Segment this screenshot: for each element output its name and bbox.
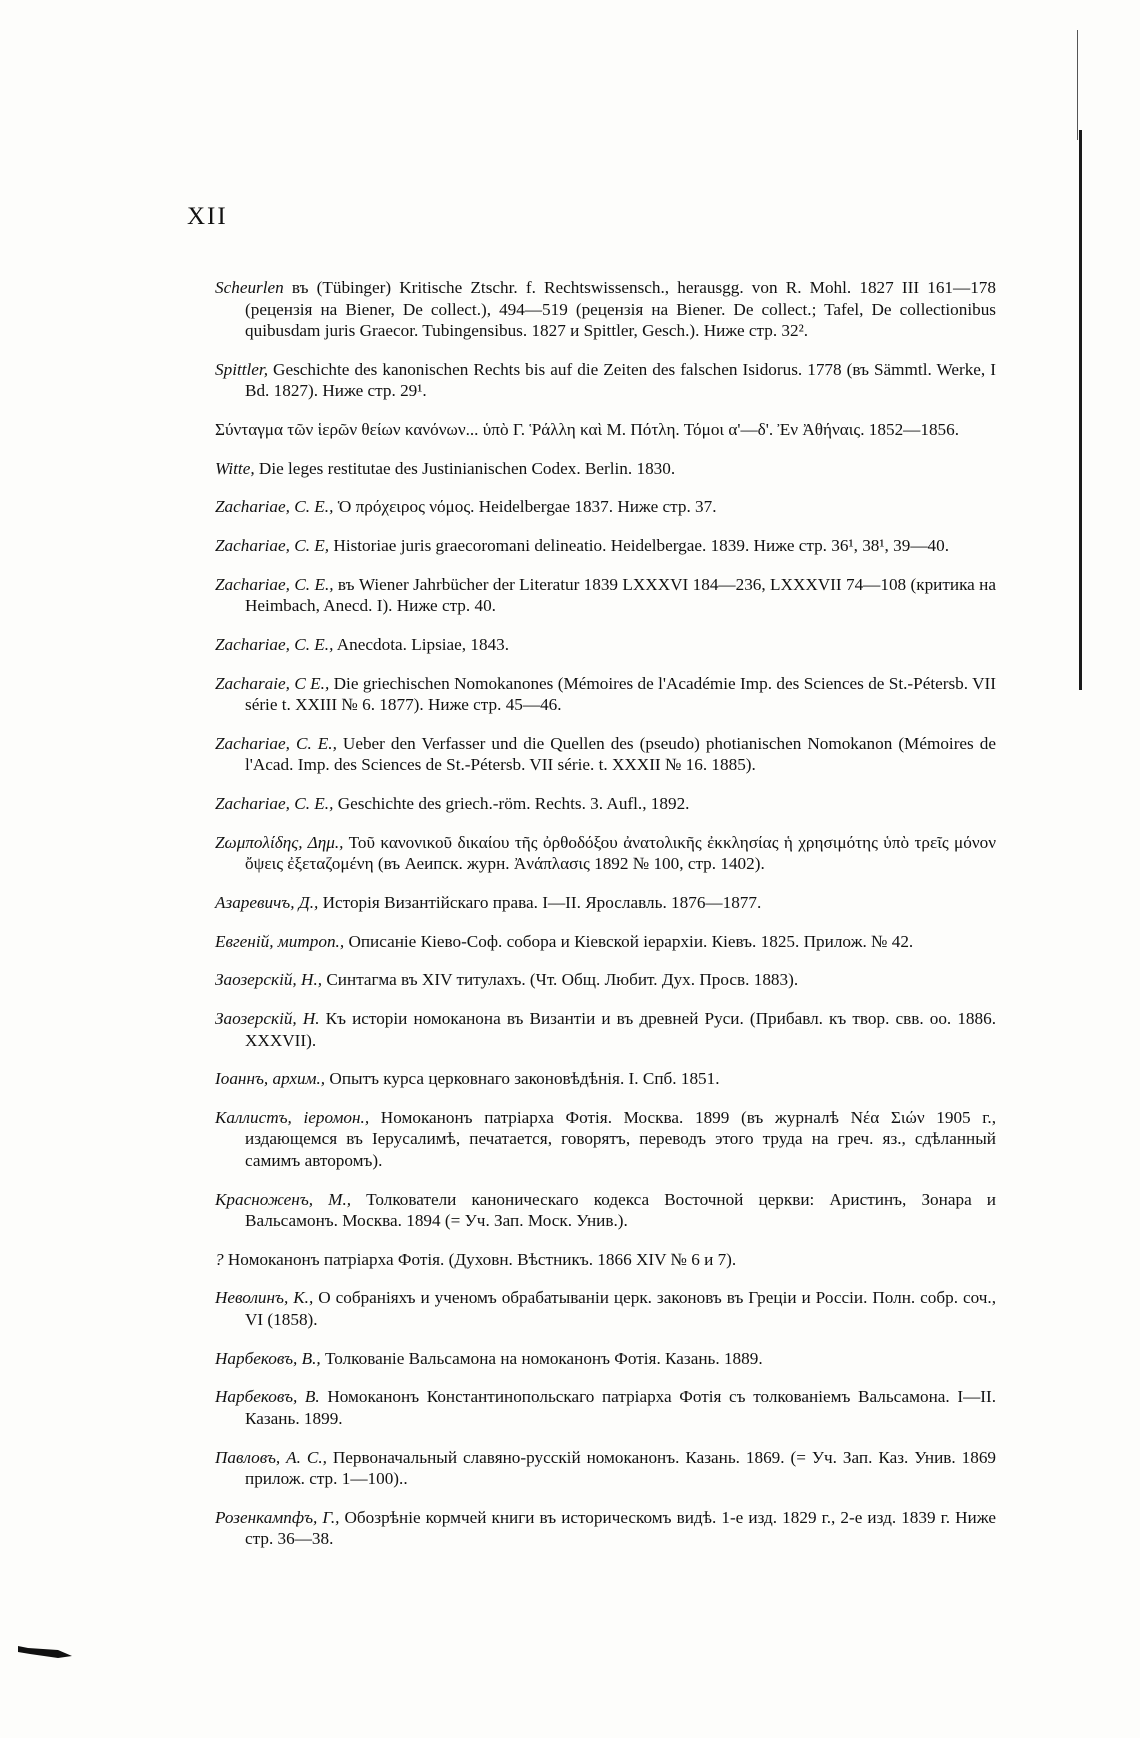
bibliography-entry xyxy=(215,892,996,914)
bibliography-entry xyxy=(215,1287,996,1330)
entry-author: Zachariae, C. E., xyxy=(215,574,334,594)
entry-text: Die leges restitutae des Justinianischen Codex. Berlin. 1830. xyxy=(254,458,676,478)
entry-text: Die griechischen Nomokanones (Mémoires de l'Académie Imp. des Sciences de St.-Pétersb. VII série t. XXIII № 6. 1877). Ниже стр. 45—46. xyxy=(245,673,996,715)
pointing-hand-mark xyxy=(18,1640,74,1662)
entry-author: Неволинъ, К., xyxy=(215,1288,314,1308)
entry-text: Толкованіе Вальсамона на номоканонъ Фотія. Казань. 1889. xyxy=(320,1348,763,1368)
entry-author: Zachariae, C. E., xyxy=(215,794,334,814)
entry-author: Іоаннъ, архим., xyxy=(215,1069,326,1089)
entry-author: Заозерскій, Н., xyxy=(215,970,323,990)
entry-author: Ζωμπολίδης, Δημ., xyxy=(215,832,344,852)
entry-author: Zachariae, C. E., xyxy=(215,733,337,753)
bibliography-entry xyxy=(215,535,996,557)
entry-author: Zachariae, C. E, xyxy=(215,536,330,556)
entry-text: Geschichte des griech.-röm. Rechts. 3. Aufl., 1892. xyxy=(333,794,690,814)
entry-text: Ueber den Verfasser und die Quellen des (pseudo) photianischen Nomokanon (Mémoires de l'Acad. Imp. des Sciences de St.-Pétersb. VII série. t. XXXII № 16. 1885). xyxy=(245,733,996,775)
bibliography-entry xyxy=(215,1386,996,1429)
bibliography-entry xyxy=(215,1189,996,1232)
entry-text: Номоканонъ Константинопольскаго патріарха Фотія съ толкованіемъ Вальсамона. I—II. Казань. 1899. xyxy=(245,1387,996,1428)
bibliography-entry xyxy=(215,1507,996,1550)
entry-author: Spittler, xyxy=(215,359,268,379)
entry-author: Нарбековъ, В., xyxy=(215,1348,321,1368)
bibliography-entry xyxy=(215,969,996,991)
entry-author: ? xyxy=(215,1249,224,1269)
entry-author: Scheurlen xyxy=(215,278,284,298)
entry-text: въ Wiener Jahrbücher der Literatur 1839 LXXXVI 184—236, LXXXVII 74—108 (критика на Heimbach, Anecd. I). Ниже стр. 40. xyxy=(245,574,997,616)
entry-text: Anecdota. Lipsiae, 1843. xyxy=(333,635,510,654)
bibliography-entry xyxy=(215,673,996,716)
bibliography-entry xyxy=(215,931,996,953)
scan-edge-line xyxy=(1079,130,1082,690)
entry-text: Номоканонъ патріарха Фотія. Москва. 1899 (въ журналѣ Νέα Σιών 1905 г., издающемся въ Іерусалимѣ, печатается, говорятъ, переводъ этого труда на греч. яз., сдѣланный самимъ авторомъ). xyxy=(245,1107,997,1170)
entry-text: Опытъ курса церковнаго законовѣдѣнія. I. Спб. 1851. xyxy=(325,1069,720,1089)
bibliography-list xyxy=(215,260,996,1558)
bibliography-entry xyxy=(215,793,996,815)
entry-text: Къ исторіи номоканона въ Византіи и въ древней Руси. (Прибавл. къ твор. свв. оо. 1886. XXXVII). xyxy=(245,1009,996,1050)
bibliography-entry xyxy=(215,1348,996,1370)
bibliography-entry xyxy=(215,1107,996,1172)
entry-author: Zacharaie, C E., xyxy=(215,673,330,693)
bibliography-entry xyxy=(215,1249,996,1271)
entry-author: Заозерскій, Н. xyxy=(215,1009,320,1028)
entry-text: Historiae juris graecoromani delineatio. Heidelbergae. 1839. Ниже стр. 36¹, 38¹, 39—40. xyxy=(329,536,950,556)
bibliography-entry xyxy=(215,634,996,656)
bibliography-entry xyxy=(215,733,996,776)
bibliography-entry xyxy=(215,1008,996,1051)
entry-author: Каллистъ, іеромон., xyxy=(215,1107,370,1127)
bibliography-entry xyxy=(215,574,996,617)
entry-author: Zachariae, C. E., xyxy=(215,497,334,517)
entry-text: Ὁ πρόχειρος νόμος. Heidelbergae 1837. Ниже стр. 37. xyxy=(333,497,717,517)
entry-text: Толкователи каноническаго кодекса Восточной церкви: Аристинъ, Зонара и Вальсамонъ. Москва. 1894 (= Уч. Зап. Моск. Унив.). xyxy=(245,1189,997,1231)
entry-author: Красноженъ, М., xyxy=(215,1189,352,1209)
bibliography-entry xyxy=(215,419,996,441)
entry-text: Geschichte des kanonischen Rechts bis auf die Zeiten des falschen Isidorus. 1778 (въ Sämmtl. Werke, I Bd. 1827). Ниже стр. 29¹. xyxy=(245,359,996,401)
scan-edge-line-thin xyxy=(1077,30,1078,140)
entry-text: Исторія Византійскаго права. I—II. Ярославль. 1876—1877. xyxy=(318,892,762,912)
entry-text: О собраніяхъ и ученомъ обрабатываніи церк. законовъ въ Греціи и Россіи. Полн. собр. соч., VI (1858). xyxy=(245,1288,996,1329)
entry-text: Номоканонъ патріарха Фотія. (Духовн. Вѣстникъ. 1866 XIV № 6 и 7). xyxy=(223,1249,737,1269)
entry-text: Описаніе Кіево-Соф. собора и Кіевской іерархіи. Кіевъ. 1825. Прилож. № 42. xyxy=(344,931,914,951)
entry-author: Павловъ, А. С., xyxy=(215,1447,327,1467)
bibliography-entry xyxy=(215,277,996,342)
entry-author: Розенкампфъ, Г., xyxy=(215,1507,340,1527)
entry-text: Первоначальный славяно-русскій номоканонъ. Казань. 1869. (= Уч. Зап. Каз. Унив. 1869 прилож. стр. 1—100).. xyxy=(245,1447,997,1488)
entry-author: Нарбековъ, В. xyxy=(215,1387,320,1407)
entry-text: Синтагма въ XIV титулахъ. (Чт. Общ. Любит. Дух. Просв. 1883). xyxy=(322,970,799,990)
bibliography-entry xyxy=(215,832,996,875)
entry-author: Zachariae, C. E., xyxy=(215,635,334,654)
entry-author: Witte, xyxy=(215,458,255,478)
entry-author: Евгеній, митроп., xyxy=(215,931,345,951)
entry-text: въ (Tübinger) Kritische Ztschr. f. Rechtswissensch., herausgg. von R. Mohl. 1827 III 161—178 (рецензія на Biener, De collect.), 494—519 (рецензія на Biener. De collect.; Tafel, De collectionibus quibusdam juris Graecor. Tubingensibus. 1827 и Spittler, Gesch.). Ниже стр. 32². xyxy=(245,278,996,341)
entry-text: Σύνταγμα τῶν ἱερῶν θείων κανόνων... ὑπὸ Γ. Ῥάλλη καὶ Μ. Πότλη. Τόμοι α'—δ'. Ἐν Ἀθήναις. 1852—1856. xyxy=(215,420,960,440)
page-number: XII xyxy=(187,203,228,230)
bibliography-entry xyxy=(215,458,996,480)
entry-author: Азаревичъ, Д., xyxy=(215,892,319,912)
entry-text: Обозрѣніе кормчей книги въ историческомъ видѣ. 1-е изд. 1829 г., 2-е изд. 1839 г. Ниже стр. 36—38. xyxy=(245,1507,997,1549)
bibliography-entry xyxy=(215,1068,996,1090)
bibliography-entry xyxy=(215,359,996,402)
bibliography-entry xyxy=(215,1447,996,1490)
bibliography-entry xyxy=(215,496,996,518)
entry-text: Τοῦ κανονικοῦ δικαίου τῆς ὀρθοδόξου ἀνατολικῆς ἐκκλησίας ἡ χρησιμότης ὑπὸ τρεῖς μόνον ὄψεις ἐξεταζομένη (въ Аеипск. журн. Ἀνάπλασις 1892 № 100, стр. 1402). xyxy=(245,832,996,874)
